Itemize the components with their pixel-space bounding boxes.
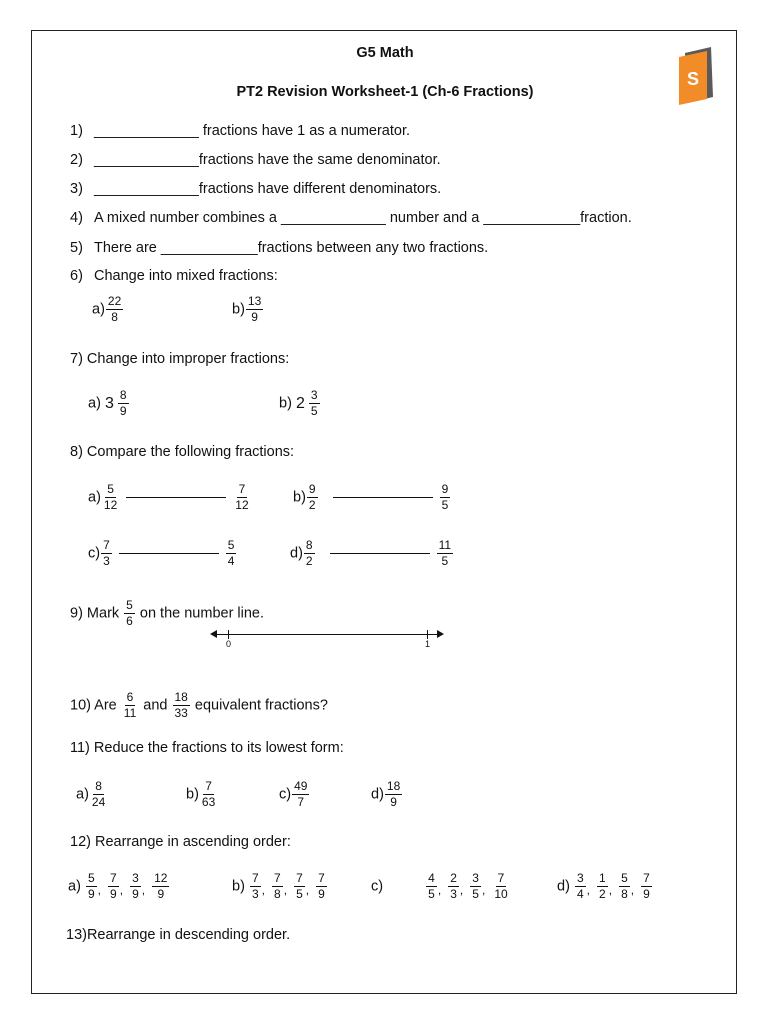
q11-item-d: d) $\frac{18}{9}$ (371, 779, 401, 809)
compare-blank[interactable] (119, 553, 219, 554)
fraction: $\frac{3}{4}$ (576, 871, 584, 901)
fraction: $\frac{5}{9}$ (87, 871, 95, 901)
fraction: $\frac{8}{9}$ (119, 388, 127, 418)
q11-item-c: c) $\frac{49}{7}$ (279, 779, 308, 809)
page-subtitle: PT2 Revision Worksheet-1 (Ch-6 Fractions) (236, 84, 534, 100)
fraction: $\frac{5}{12}$ (103, 482, 118, 512)
answer-blank[interactable]: _____________ (94, 152, 199, 168)
q6-item-b: b) $\frac{13}{9}$ (232, 294, 262, 324)
fraction: $\frac{7}{10}$ (494, 871, 508, 901)
answer-blank[interactable]: _____________ (280, 210, 386, 226)
number-line-tick-1 (427, 630, 428, 639)
q8-item-a: a) $\frac{5}{12}$ $\frac{7}{12}$ (88, 482, 249, 512)
page-title: G5 Math (356, 45, 414, 61)
fraction: $\frac{5}{8}$ (621, 871, 628, 901)
question-1: 1) _____________ fractions have 1 as a numerator. (70, 123, 411, 139)
fraction: $\frac{5}{4}$ (227, 538, 235, 568)
fraction: $\frac{12}{9}$ (154, 871, 168, 901)
compare-blank[interactable] (333, 497, 433, 498)
fraction: $\frac{3}{5}$ (472, 871, 479, 901)
q8-item-b: b) $\frac{9}{2}$ $\frac{9}{5}$ (293, 482, 449, 512)
q7-item-b: b) 2 $\frac{3}{5}$ (279, 388, 318, 418)
fraction: $\frac{7}{3}$ (103, 538, 110, 568)
fraction: $\frac{7}{12}$ (235, 482, 249, 512)
logo-letter: S (686, 69, 700, 89)
fraction: $\frac{18}{9}$ (386, 779, 401, 809)
fraction: $\frac{7}{9}$ (643, 871, 650, 901)
compare-blank[interactable] (330, 553, 430, 554)
q12-item-a: a) $\frac{5}{9}$ $_,$ $\frac{7}{9}$ $_,$ $\frac{3}{9}$ $_,$ $\frac{12}{9}$ (68, 871, 168, 901)
fraction: $\frac{4}{5}$ (428, 871, 435, 901)
question-10: 10) Are $\frac{6}{11}$ and $\frac{18}{33}$ equivalent fractions? (70, 690, 328, 720)
question-3: 3) _____________fractions have different denominators. (70, 181, 442, 197)
fraction: $\frac{7}{9}$ (318, 871, 325, 901)
fraction: $\frac{8}{2}$ (305, 538, 313, 568)
q11-item-b: b) $\frac{7}{63}$ (186, 779, 216, 809)
question-2: 2) _____________fractions have the same denominator. (70, 152, 441, 168)
fraction: $\frac{11}{5}$ (438, 538, 452, 568)
fraction: $\frac{18}{33}$ (174, 690, 188, 720)
q6-item-a: a) $\frac{22}{8}$ (92, 294, 122, 324)
fraction: $\frac{3}{9}$ (132, 871, 139, 901)
compare-blank[interactable] (126, 497, 226, 498)
fraction: $\frac{13}{9}$ (247, 294, 262, 324)
fraction: $\frac{1}{2}$ (599, 871, 606, 901)
fraction: $\frac{7}{5}$ (296, 871, 303, 901)
question-11: 11) Reduce the fractions to its lowest form: (70, 740, 344, 756)
answer-blank[interactable]: _____________ (94, 123, 199, 139)
fraction: $\frac{7}{8}$ (274, 871, 281, 901)
question-6: 6) Change into mixed fractions: (70, 268, 278, 284)
q7-item-a: a) 3 $\frac{8}{9}$ (88, 388, 127, 418)
q8-item-c: c) $\frac{7}{3}$ $\frac{5}{4}$ (88, 538, 235, 568)
school-logo-icon (677, 47, 715, 105)
fraction: $\frac{9}{2}$ (308, 482, 316, 512)
number-line[interactable] (212, 634, 442, 635)
tick-label-1: 1 (425, 639, 431, 649)
fraction: $\frac{8}{24}$ (91, 779, 106, 809)
question-7: 7) Change into improper fractions: (70, 351, 290, 367)
q8-item-d: d) $\frac{8}{2}$ $\frac{11}{5}$ (290, 538, 452, 568)
q12-item-c: c) $\frac{4}{5}$ $_,$ $\frac{2}{3}$ $_,$ $\frac{3}{5}$ $_,$ $\frac{7}{10}$ (371, 871, 508, 901)
number-line-tick-0 (228, 630, 229, 639)
fraction: $\frac{49}{7}$ (294, 779, 308, 809)
fraction: $\frac{3}{5}$ (310, 388, 318, 418)
fraction: $\frac{5}{6}$ (126, 598, 133, 628)
tick-label-0: 0 (226, 639, 232, 649)
fraction: $\frac{22}{8}$ (107, 294, 122, 324)
answer-blank[interactable]: ____________ (160, 240, 258, 256)
answer-blank[interactable]: ____________ (483, 210, 581, 226)
worksheet-page (31, 30, 737, 994)
question-4: 4) A mixed number combines a _____________ number and a ____________fraction. (70, 210, 632, 226)
fraction: $\frac{6}{11}$ (123, 690, 137, 720)
question-9: 9) Mark $\frac{5}{6}$ on the number line. (70, 598, 265, 628)
number-line-right-arrow (437, 630, 444, 638)
question-13: 13)Rearrange in descending order. (66, 927, 291, 943)
q11-item-a: a) $\frac{8}{24}$ (76, 779, 106, 809)
fraction: $\frac{9}{5}$ (441, 482, 449, 512)
answer-blank[interactable]: _____________ (94, 181, 199, 197)
fraction: $\frac{7}{9}$ (110, 871, 117, 901)
fraction: $\frac{2}{3}$ (450, 871, 457, 901)
question-5: 5) There are ____________fractions between any two fractions. (70, 240, 489, 256)
question-8: 8) Compare the following fractions: (70, 444, 295, 460)
q12-item-b: b) $\frac{7}{3}$ $_,$ $\frac{7}{8}$ $_,$ $\frac{7}{5}$ $_,$ $\frac{7}{9}$ (232, 871, 325, 901)
q12-item-d: d) $\frac{3}{4}$ $_,$ $\frac{1}{2}$ $_,$ $\frac{5}{8}$ $_,$ $\frac{7}{9}$ (557, 871, 650, 901)
question-12: 12) Rearrange in ascending order: (70, 834, 291, 850)
fraction: $\frac{7}{63}$ (201, 779, 216, 809)
fraction: $\frac{7}{3}$ (251, 871, 259, 901)
